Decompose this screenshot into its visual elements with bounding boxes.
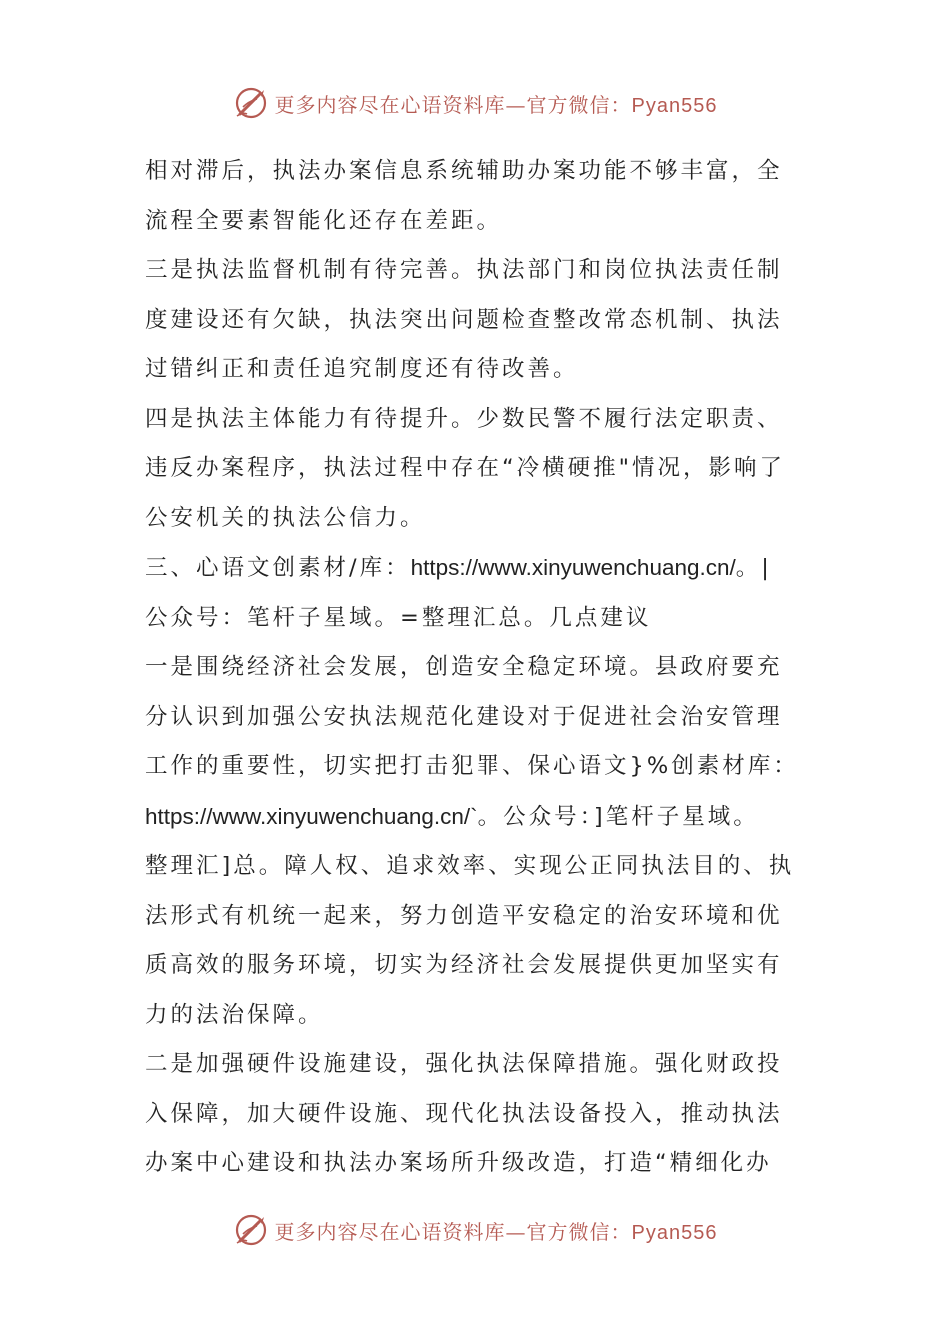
paragraph-4 [145,543,815,643]
text-line: 分认识到加强公安执法规范化建设对于促进社会治安管理 [145,703,783,730]
text-line [145,792,815,843]
header-banner-text [275,89,718,118]
text-line: 力的法治保障。 [145,1001,324,1028]
text-line: 公安机关的执法公信力。 [145,504,426,531]
document-body [145,147,815,1189]
text-line: 违反办案程序，执法过程中存在“冷横硬推"情况，影响了 [145,455,786,481]
header-banner [0,78,950,128]
text-line: 二是加强硬件设施建设，强化执法保障措施。强化财政投 [145,1051,783,1077]
banner-main-text: 更多内容尽在心语资料库 [274,92,506,117]
banner-handle: Pyan556 [631,1221,718,1244]
footer-banner-text [275,1216,718,1245]
text-line: 入保障，加大硬件设施、现代化执法设备投入，推动执法 [145,1100,783,1127]
inline-url: https://www.xinyuwenchuang.cn/` [145,803,478,829]
text-line: 三是执法监督机制有待完善。执法部门和岗位执法责任制 [145,257,783,283]
paragraph-3 [145,395,815,544]
text-line: 质高效的服务环境，切实为经济社会发展提供更加坚实有 [145,952,783,978]
text-line: 相对滞后，执法办案信息系统辅助办案功能不够丰富，全 [145,158,783,184]
paragraph-1 [145,147,815,246]
text-line [145,543,815,594]
text-line: 法形式有机统一起来，努力创造平安稳定的治安环境和优 [145,902,783,929]
banner-separator: — [505,92,527,117]
text-line: 度建设还有欠缺，执法突出问题检查整改常态机制、执法 [145,306,783,333]
banner-handle: Pyan556 [631,94,718,117]
banner-label: 官方微信： [526,92,632,117]
text-line: 一是围绕经济社会发展，创造安全稳定环境。县政府要充 [145,654,783,680]
footer-banner [0,1205,950,1255]
banner-label: 官方微信： [526,1219,632,1244]
text-line: 四是执法主体能力有待提升。少数民警不履行法定职责、 [145,405,783,432]
inline-url: https://www.xinyuwenchuang.cn/ [410,555,736,580]
section-heading: 三、心语文创素材/库： [145,555,411,581]
text-line: 整理汇]总。障人权、追求效率、实现公正同执法目的、执 [145,853,795,879]
text-line: 公众号：笔杆子星域。=整理汇总。几点建议 [145,604,652,631]
paragraph-2 [145,246,815,395]
banner-main-text: 更多内容尽在心语资料库 [274,1219,506,1244]
paragraph-6 [145,1040,815,1189]
pen-logo-icon [233,85,269,121]
text-fragment: 。| [735,555,772,581]
text-line: 流程全要素智能化还存在差距。 [145,207,503,234]
text-fragment: 。公众号：]笔杆子星域。 [477,803,759,830]
paragraph-5 [145,643,815,1040]
text-line: 工作的重要性，切实把打击犯罪、保心语文}%创素材库： [145,753,799,779]
text-line: 过错纠正和责任追究制度还有待改善。 [145,356,579,382]
pen-logo-icon [233,1212,269,1248]
text-line: 办案中心建设和执法办案场所升级改造，打造“精细化办 [145,1150,772,1176]
banner-separator: — [505,1219,527,1244]
